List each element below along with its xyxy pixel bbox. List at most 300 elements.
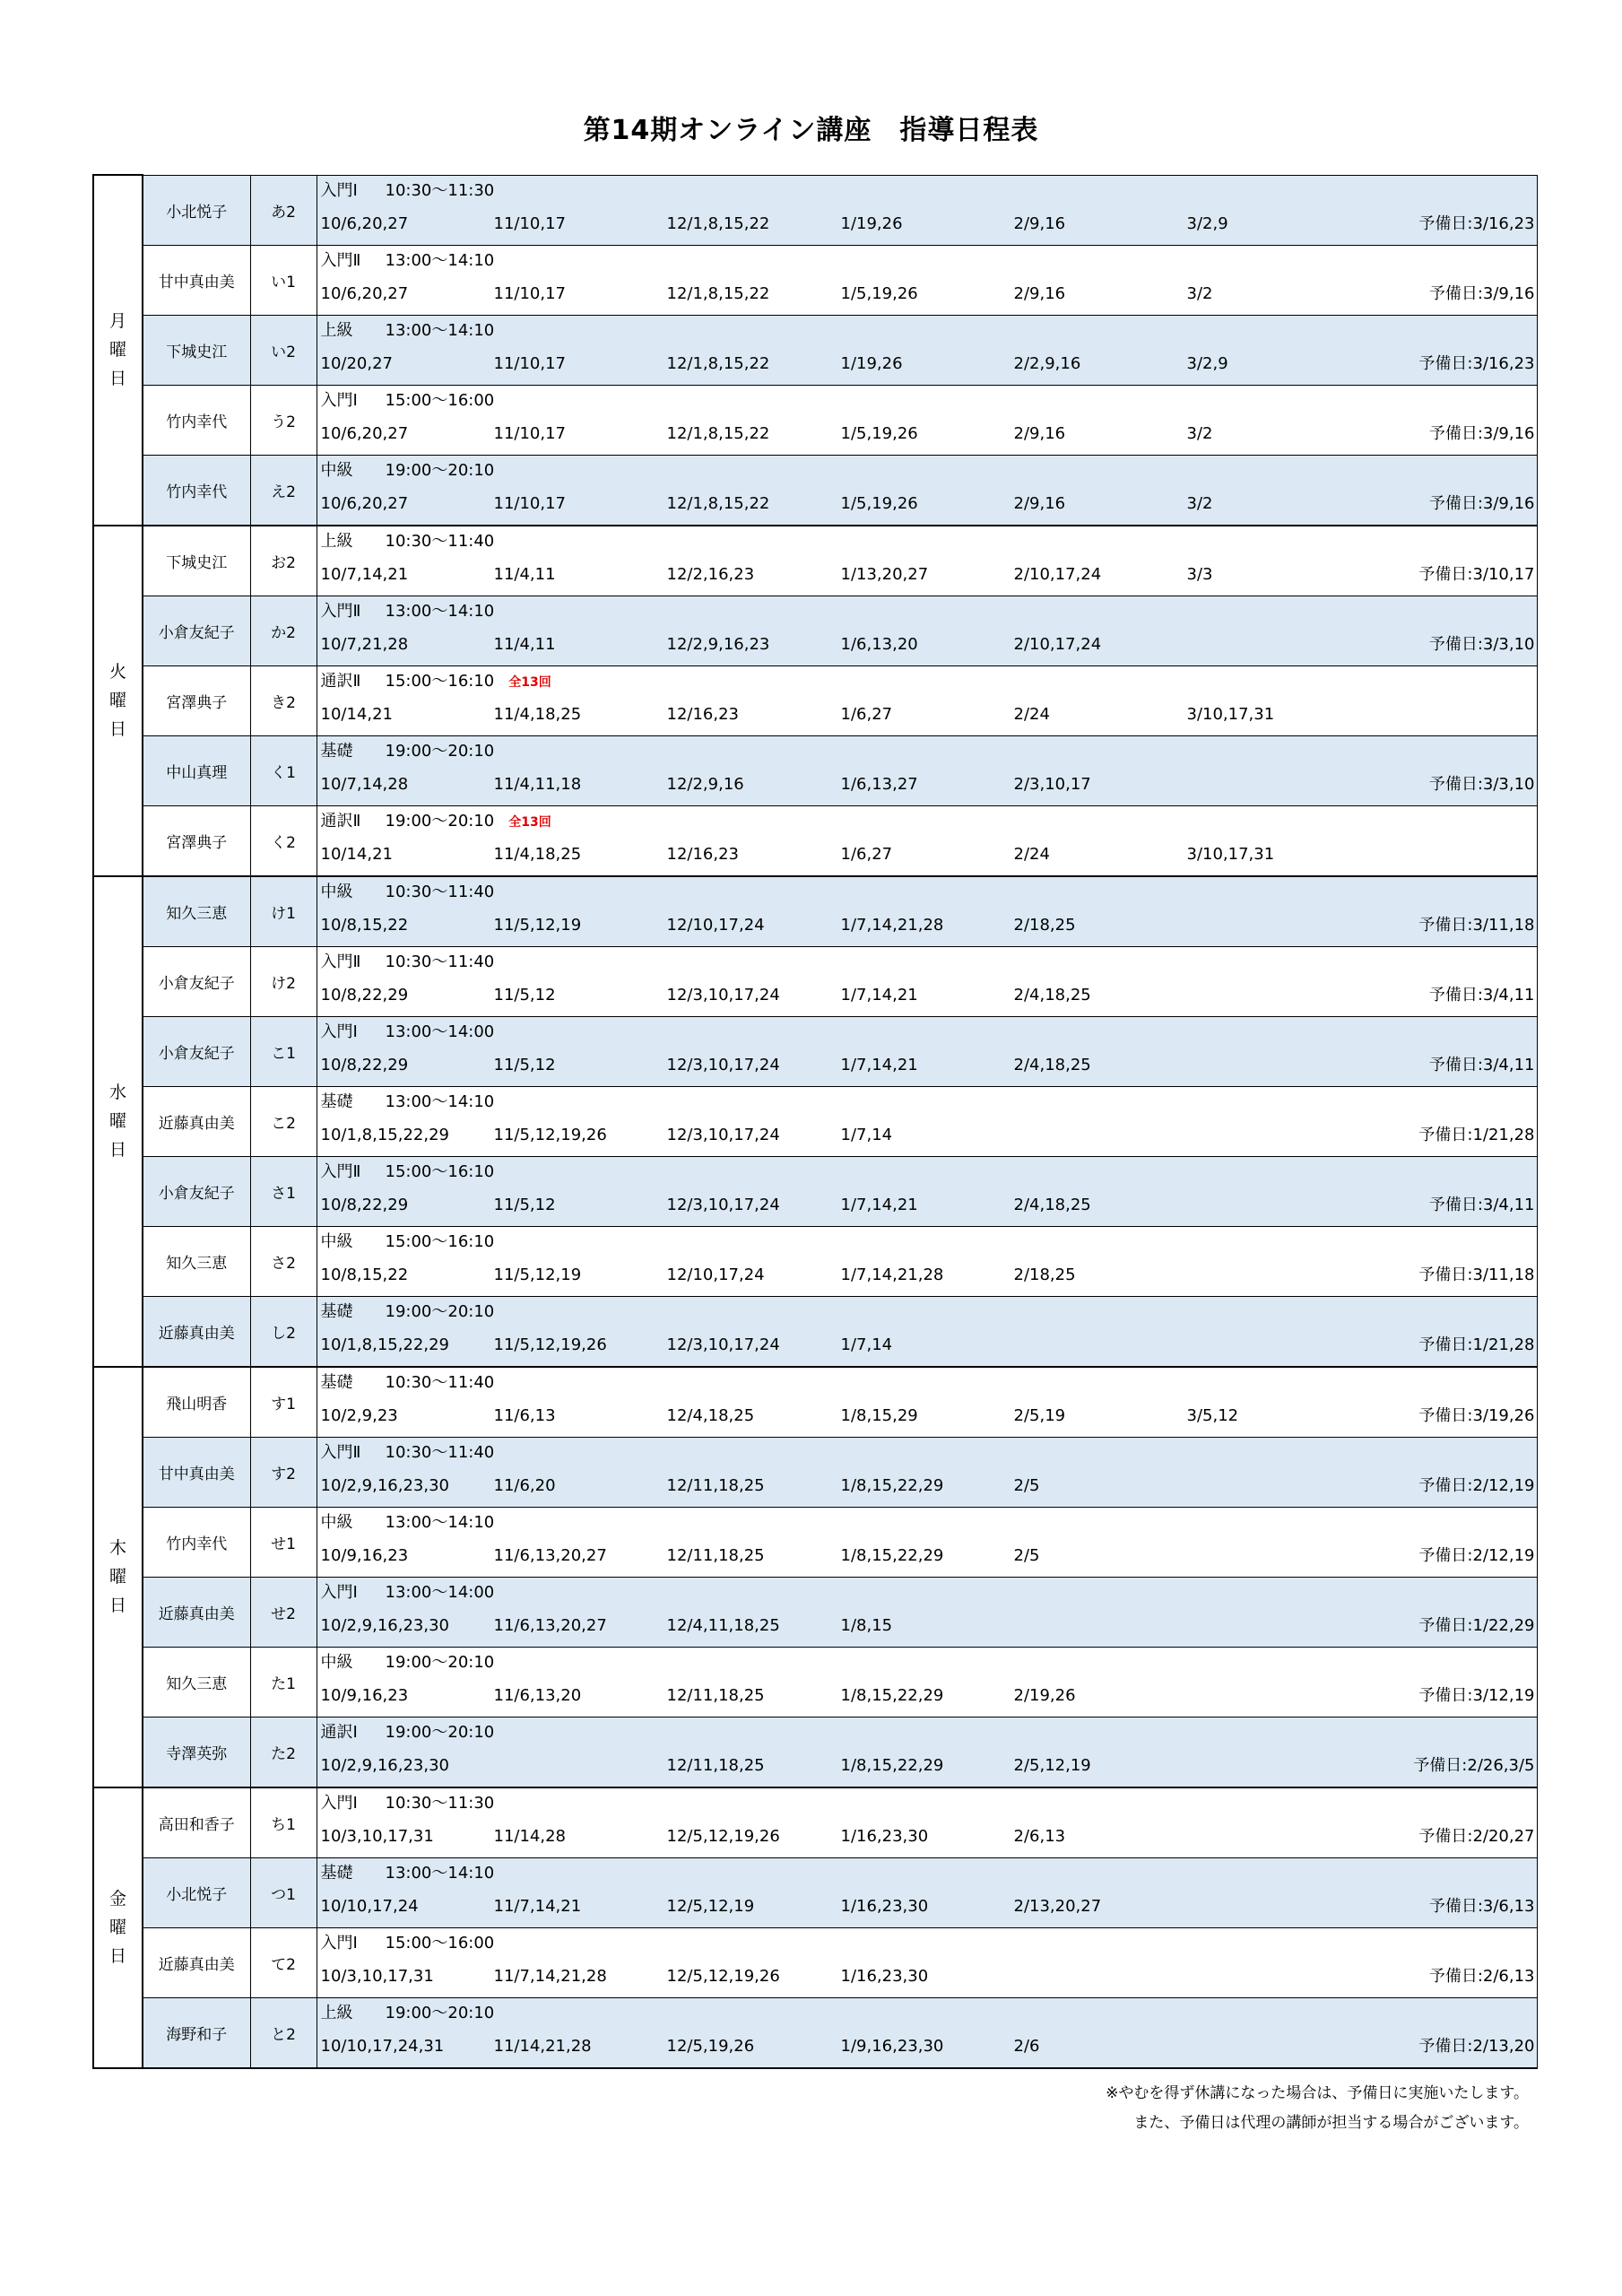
month-dates: 10/10,17,24 [320, 1896, 419, 1916]
teacher-name: 甘中真由美 [143, 245, 250, 315]
session-count-note: 全13回 [508, 674, 551, 690]
month-dates: 11/5,12,19,26 [493, 1335, 607, 1354]
class-code: か2 [250, 596, 317, 665]
class-header [317, 596, 1537, 625]
class-info [317, 175, 1537, 245]
class-code: つ1 [250, 1857, 317, 1927]
month-dates: 12/5,12,19,26 [666, 1826, 780, 1846]
spare-dates: 予備日:2/20,27 [1418, 1826, 1535, 1846]
schedule-row [93, 1857, 1537, 1927]
month-dates: 10/1,8,15,22,29 [320, 1125, 449, 1144]
month-dates: 12/1,8,15,22 [666, 353, 770, 373]
class-time: 13:00～14:10 [385, 1863, 495, 1883]
class-info [317, 385, 1537, 455]
class-header [317, 1087, 1537, 1116]
spare-dates: 予備日:3/9,16 [1428, 423, 1535, 443]
month-dates: 2/19,26 [1013, 1685, 1076, 1705]
day-label-char: 曜 [108, 340, 126, 361]
class-time: 13:00～14:00 [385, 1022, 495, 1041]
class-dates [317, 906, 1537, 945]
month-dates: 1/7,14 [840, 1335, 893, 1354]
teacher-name: 近藤真由美 [143, 1296, 250, 1367]
day-label-char: 日 [108, 1946, 126, 1966]
month-dates: 2/5,19 [1013, 1405, 1066, 1425]
month-dates: 10/8,22,29 [320, 1195, 409, 1214]
class-code: き2 [250, 665, 317, 735]
class-header [317, 1858, 1537, 1887]
class-info [317, 245, 1537, 315]
class-code: す1 [250, 1367, 317, 1438]
month-dates: 10/20,27 [320, 353, 393, 373]
month-dates: 11/14,21,28 [493, 2036, 592, 2056]
month-dates: 1/19,26 [840, 353, 903, 373]
class-header [317, 1928, 1537, 1957]
class-code: け2 [250, 946, 317, 1016]
schedule-row [93, 1717, 1537, 1787]
class-time: 15:00～16:10 [385, 1231, 495, 1251]
month-dates: 1/8,15 [840, 1615, 893, 1635]
spare-dates: 予備日:3/10,17 [1418, 564, 1535, 584]
month-dates: 11/6,13 [493, 1405, 556, 1425]
day-label-char: 水 [108, 1083, 126, 1102]
class-time: 19:00～20:10 [385, 2003, 495, 2022]
schedule-row [93, 1647, 1537, 1717]
month-dates: 1/5,19,26 [840, 493, 918, 513]
class-time: 19:00～20:10 [385, 1301, 495, 1321]
month-dates: 1/9,16,23,30 [840, 2036, 944, 2056]
class-time: 13:00～14:10 [385, 601, 495, 621]
spare-dates: 予備日:3/9,16 [1428, 283, 1535, 303]
month-dates: 12/5,12,19,26 [666, 1966, 780, 1986]
teacher-name: 知久三恵 [143, 876, 250, 947]
month-dates: 11/6,13,20,27 [493, 1615, 607, 1635]
month-dates: 10/8,15,22 [320, 915, 409, 935]
class-time: 10:30～11:30 [385, 1793, 495, 1813]
month-dates: 12/3,10,17,24 [666, 1125, 780, 1144]
month-dates: 10/14,21 [320, 844, 393, 864]
month-dates: 11/10,17 [493, 353, 566, 373]
schedule-row [93, 805, 1537, 876]
teacher-name: 飛山明香 [143, 1367, 250, 1438]
class-time: 15:00～16:10 [385, 671, 495, 691]
class-header [317, 1368, 1537, 1396]
month-dates: 1/7,14 [840, 1125, 893, 1144]
month-dates: 10/9,16,23 [320, 1545, 409, 1565]
class-dates [317, 1466, 1537, 1506]
class-code: え2 [250, 455, 317, 526]
month-dates: 12/3,10,17,24 [666, 985, 780, 1004]
month-dates: 1/6,13,20 [840, 634, 918, 654]
class-dates [317, 1887, 1537, 1926]
class-info [317, 1226, 1537, 1296]
class-level: 基礎 [320, 1091, 353, 1111]
class-level: 入門Ⅰ [320, 390, 358, 410]
class-level: 入門Ⅰ [320, 1022, 358, 1041]
teacher-name: 近藤真由美 [143, 1927, 250, 1997]
class-info [317, 876, 1537, 947]
spare-dates: 予備日:2/12,19 [1418, 1545, 1535, 1565]
spare-dates: 予備日:3/4,11 [1428, 985, 1535, 1004]
class-code: さ1 [250, 1156, 317, 1226]
class-header [317, 1508, 1537, 1536]
month-dates: 1/8,15,22,29 [840, 1685, 944, 1705]
teacher-name: 宮澤典子 [143, 805, 250, 876]
class-info [317, 1437, 1537, 1507]
class-header [317, 1227, 1537, 1256]
teacher-name: 小北悦子 [143, 175, 250, 245]
class-level: 通訳Ⅱ [320, 811, 361, 831]
month-dates: 11/4,11 [493, 564, 556, 584]
class-header [317, 1578, 1537, 1606]
day-label [93, 1787, 143, 2068]
class-code: ち1 [250, 1787, 317, 1858]
month-dates: 12/1,8,15,22 [666, 423, 770, 443]
class-level: 通訳Ⅱ [320, 671, 361, 691]
month-dates: 2/5 [1013, 1545, 1040, 1565]
month-dates: 1/13,20,27 [840, 564, 929, 584]
day-label-char: 曜 [108, 1111, 126, 1131]
teacher-name: 宮澤典子 [143, 665, 250, 735]
class-info [317, 1647, 1537, 1717]
class-level: 入門Ⅱ [320, 1442, 361, 1462]
month-dates: 11/5,12,19 [493, 1265, 582, 1284]
class-time: 19:00～20:10 [385, 1652, 495, 1672]
schedule-row [93, 1437, 1537, 1507]
month-dates: 1/6,27 [840, 844, 893, 864]
day-label-char: 曜 [108, 1918, 126, 1937]
month-dates: 11/5,12,19,26 [493, 1125, 607, 1144]
day-label-char: 曜 [108, 1567, 126, 1587]
class-level: 基礎 [320, 1301, 353, 1321]
class-dates [317, 484, 1537, 524]
class-dates [317, 555, 1537, 595]
spare-dates: 予備日:1/22,29 [1418, 1615, 1535, 1635]
month-dates: 12/1,8,15,22 [666, 493, 770, 513]
teacher-name: 小倉友紀子 [143, 946, 250, 1016]
month-dates: 11/5,12,19 [493, 915, 582, 935]
month-dates: 2/13,20,27 [1013, 1896, 1102, 1916]
class-code: こ1 [250, 1016, 317, 1086]
class-dates [317, 1396, 1537, 1436]
month-dates: 2/18,25 [1013, 915, 1076, 935]
month-dates: 2/10,17,24 [1013, 564, 1102, 584]
class-header [317, 526, 1537, 555]
class-info [317, 1857, 1537, 1927]
month-dates: 11/4,18,25 [493, 704, 582, 724]
month-dates: 12/1,8,15,22 [666, 283, 770, 303]
month-dates: 1/16,23,30 [840, 1826, 929, 1846]
class-level: 中級 [320, 1512, 353, 1532]
class-dates [317, 1746, 1537, 1786]
class-code: く1 [250, 735, 317, 805]
teacher-name: 小倉友紀子 [143, 596, 250, 665]
day-label [93, 1367, 143, 1787]
class-code: こ2 [250, 1086, 317, 1156]
month-dates: 12/4,18,25 [666, 1405, 755, 1425]
day-label-char: 日 [108, 369, 126, 389]
class-level: 上級 [320, 2003, 353, 2022]
schedule-row [93, 1016, 1537, 1086]
class-level: 入門Ⅱ [320, 1161, 361, 1181]
schedule-row [93, 735, 1537, 805]
day-label [93, 876, 143, 1367]
month-dates: 10/6,20,27 [320, 423, 409, 443]
class-time: 10:30～11:40 [385, 952, 495, 971]
class-dates [317, 976, 1537, 1015]
class-info [317, 1296, 1537, 1367]
spare-dates: 予備日:3/9,16 [1428, 493, 1535, 513]
schedule-row [93, 1927, 1537, 1997]
month-dates: 10/14,21 [320, 704, 393, 724]
month-dates: 12/11,18,25 [666, 1685, 765, 1705]
day-label [93, 175, 143, 526]
class-time: 13:00～14:10 [385, 250, 495, 270]
class-level: 入門Ⅱ [320, 250, 361, 270]
footnote-line: また、予備日は代理の講師が担当する場合がございます。 [1133, 2114, 1529, 2132]
day-label-char: 日 [108, 1140, 126, 1160]
month-dates: 3/2 [1186, 423, 1213, 443]
schedule-row [93, 1296, 1537, 1367]
month-dates: 12/11,18,25 [666, 1475, 765, 1495]
month-dates: 1/7,14,21 [840, 1195, 918, 1214]
class-level: 入門Ⅰ [320, 1582, 358, 1602]
class-code: と2 [250, 1997, 317, 2068]
month-dates: 11/10,17 [493, 493, 566, 513]
class-level: 入門Ⅰ [320, 1933, 358, 1952]
schedule-row [93, 245, 1537, 315]
class-dates [317, 1256, 1537, 1295]
teacher-name: 竹内幸代 [143, 385, 250, 455]
month-dates: 10/10,17,24,31 [320, 2036, 445, 2056]
month-dates: 2/6,13 [1013, 1826, 1066, 1846]
schedule-row [93, 946, 1537, 1016]
month-dates: 11/7,14,21,28 [493, 1966, 607, 1986]
teacher-name: 小倉友紀子 [143, 1016, 250, 1086]
class-info [317, 455, 1537, 526]
session-count-note: 全13回 [508, 814, 551, 830]
class-level: 上級 [320, 531, 353, 551]
month-dates: 3/10,17,31 [1186, 704, 1275, 724]
class-dates [317, 2027, 1537, 2066]
month-dates: 1/6,13,27 [840, 774, 918, 794]
page-title: 第14期オンライン講座 指導日程表 [583, 115, 1039, 146]
spare-dates: 予備日:2/13,20 [1418, 2036, 1535, 2056]
month-dates: 1/5,19,26 [840, 423, 918, 443]
class-dates [317, 765, 1537, 804]
class-time: 19:00～20:10 [385, 460, 495, 480]
month-dates: 3/5,12 [1186, 1405, 1239, 1425]
month-dates: 1/8,15,22,29 [840, 1755, 944, 1775]
class-dates [317, 1186, 1537, 1225]
day-label-char: 火 [108, 662, 126, 682]
class-info [317, 1016, 1537, 1086]
schedule-table [92, 174, 1538, 2069]
month-dates: 11/5,12 [493, 1195, 556, 1214]
class-info [317, 1156, 1537, 1226]
schedule-row [93, 1226, 1537, 1296]
class-code: く2 [250, 805, 317, 876]
month-dates: 12/11,18,25 [666, 1755, 765, 1775]
class-header [317, 666, 1537, 695]
month-dates: 11/4,11,18 [493, 774, 582, 794]
footnotes [1106, 2079, 1529, 2138]
day-label-char: 日 [108, 1596, 126, 1615]
month-dates: 10/8,22,29 [320, 985, 409, 1004]
teacher-name: 下城史江 [143, 315, 250, 385]
teacher-name: 寺澤英弥 [143, 1717, 250, 1787]
class-code: け1 [250, 876, 317, 947]
class-dates [317, 1817, 1537, 1857]
month-dates: 12/2,9,16 [666, 774, 744, 794]
class-time: 15:00～16:00 [385, 1933, 495, 1952]
class-code: さ2 [250, 1226, 317, 1296]
class-code: し2 [250, 1296, 317, 1367]
footnote-line: ※やむを得ず休講になった場合は、予備日に実施いたします。 [1106, 2084, 1529, 2102]
teacher-name: 知久三恵 [143, 1647, 250, 1717]
class-header [317, 1998, 1537, 2027]
class-code: い2 [250, 315, 317, 385]
month-dates: 12/2,9,16,23 [666, 634, 770, 654]
month-dates: 1/8,15,22,29 [840, 1545, 944, 1565]
month-dates: 12/2,16,23 [666, 564, 755, 584]
class-info [317, 1997, 1537, 2068]
spare-dates: 予備日:3/11,18 [1418, 1265, 1535, 1284]
month-dates: 3/2 [1186, 493, 1213, 513]
month-dates: 2/4,18,25 [1013, 1195, 1091, 1214]
class-header [317, 1438, 1537, 1466]
day-label [93, 526, 143, 876]
class-header [317, 877, 1537, 906]
class-dates [317, 835, 1537, 874]
month-dates: 2/4,18,25 [1013, 985, 1091, 1004]
class-code: す2 [250, 1437, 317, 1507]
month-dates: 1/8,15,22,29 [840, 1475, 944, 1495]
month-dates: 2/5 [1013, 1475, 1040, 1495]
class-code: て2 [250, 1927, 317, 1997]
spare-dates: 予備日:3/19,26 [1418, 1405, 1535, 1425]
schedule-row [93, 665, 1537, 735]
month-dates: 10/8,15,22 [320, 1265, 409, 1284]
month-dates: 3/2,9 [1186, 213, 1228, 233]
teacher-name: 近藤真由美 [143, 1577, 250, 1647]
class-time: 13:00～14:10 [385, 320, 495, 340]
class-info [317, 1927, 1537, 1997]
class-header [317, 1157, 1537, 1186]
class-dates [317, 695, 1537, 735]
class-info [317, 526, 1537, 596]
class-header [317, 246, 1537, 274]
spare-dates: 予備日:3/3,10 [1428, 634, 1535, 654]
spare-dates: 予備日:1/21,28 [1418, 1125, 1535, 1144]
schedule-row [93, 1156, 1537, 1226]
class-time: 10:30～11:40 [385, 531, 495, 551]
spare-dates: 予備日:3/16,23 [1418, 353, 1535, 373]
class-dates [317, 1606, 1537, 1646]
class-time: 15:00～16:10 [385, 1161, 495, 1181]
schedule-row [93, 596, 1537, 665]
class-dates [317, 1116, 1537, 1155]
class-code: せ2 [250, 1577, 317, 1647]
month-dates: 10/7,14,21 [320, 564, 409, 584]
class-dates [317, 414, 1537, 454]
class-header [317, 316, 1537, 344]
month-dates: 10/2,9,16,23,30 [320, 1475, 449, 1495]
month-dates: 3/3 [1186, 564, 1213, 584]
month-dates: 1/16,23,30 [840, 1966, 929, 1986]
teacher-name: 中山真理 [143, 735, 250, 805]
class-info [317, 1787, 1537, 1858]
class-level: 上級 [320, 320, 353, 340]
month-dates: 11/10,17 [493, 283, 566, 303]
teacher-name: 甘中真由美 [143, 1437, 250, 1507]
class-code: あ2 [250, 175, 317, 245]
month-dates: 3/10,17,31 [1186, 844, 1275, 864]
day-label-char: 日 [108, 719, 126, 739]
month-dates: 11/4,11 [493, 634, 556, 654]
month-dates: 1/16,23,30 [840, 1896, 929, 1916]
spare-dates: 予備日:2/6,13 [1428, 1966, 1535, 1986]
month-dates: 12/3,10,17,24 [666, 1055, 780, 1074]
class-code: お2 [250, 526, 317, 596]
class-info [317, 596, 1537, 665]
schedule-row [93, 876, 1537, 947]
spare-dates: 予備日:3/12,19 [1418, 1685, 1535, 1705]
class-dates [317, 204, 1537, 244]
month-dates: 10/2,9,16,23,30 [320, 1615, 449, 1635]
day-label-char: 木 [108, 1538, 126, 1558]
class-info [317, 1086, 1537, 1156]
month-dates: 11/6,20 [493, 1475, 556, 1495]
class-header [317, 736, 1537, 765]
month-dates: 2/6 [1013, 2036, 1040, 2056]
spare-dates: 予備日:3/6,13 [1428, 1896, 1535, 1916]
class-level: 中級 [320, 882, 353, 901]
class-dates [317, 1957, 1537, 1996]
schedule-row [93, 175, 1537, 245]
class-level: 入門Ⅰ [320, 180, 358, 200]
month-dates: 10/9,16,23 [320, 1685, 409, 1705]
spare-dates: 予備日:3/4,11 [1428, 1195, 1535, 1214]
class-dates [317, 1326, 1537, 1365]
spare-dates: 予備日:2/12,19 [1418, 1475, 1535, 1495]
class-header [317, 1788, 1537, 1817]
month-dates: 12/10,17,24 [666, 1265, 765, 1284]
teacher-name: 竹内幸代 [143, 455, 250, 526]
class-info [317, 665, 1537, 735]
spare-dates: 予備日:3/11,18 [1418, 915, 1535, 935]
month-dates: 10/8,22,29 [320, 1055, 409, 1074]
teacher-name: 小北悦子 [143, 1857, 250, 1927]
class-info [317, 1577, 1537, 1647]
class-header [317, 456, 1537, 484]
month-dates: 2/4,18,25 [1013, 1055, 1091, 1074]
class-info [317, 1507, 1537, 1577]
schedule-row [93, 1997, 1537, 2068]
class-header [317, 386, 1537, 414]
month-dates: 10/7,21,28 [320, 634, 409, 654]
month-dates: 11/14,28 [493, 1826, 566, 1846]
teacher-name: 近藤真由美 [143, 1086, 250, 1156]
day-label-char: 金 [108, 1889, 126, 1909]
month-dates: 11/10,17 [493, 423, 566, 443]
month-dates: 12/16,23 [666, 844, 739, 864]
month-dates: 11/6,13,20 [493, 1685, 582, 1705]
class-level: 中級 [320, 1231, 353, 1251]
month-dates: 2/9,16 [1013, 283, 1066, 303]
month-dates: 11/4,18,25 [493, 844, 582, 864]
spare-dates: 予備日:2/26,3/5 [1413, 1755, 1535, 1775]
class-dates [317, 625, 1537, 665]
